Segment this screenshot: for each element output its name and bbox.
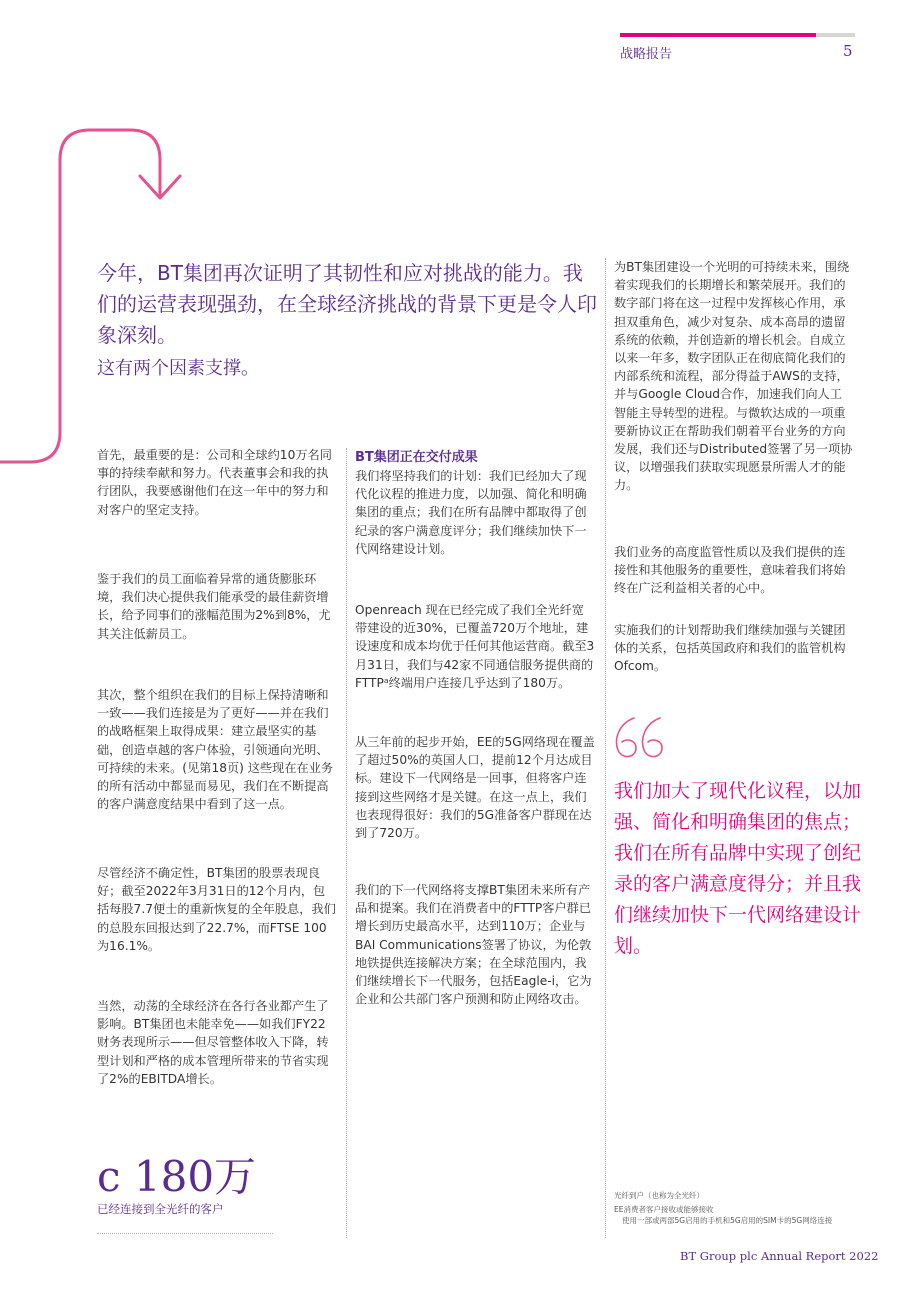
pull-quote: 我们加大了现代化议程，以加强、简化和明确集团的焦点；我们在所有品牌中实现了创纪录的客户满意度得分；并且我们继续加快下一代网络建设计划。 [614,780,862,957]
page-number: 5 [843,42,853,60]
col3-paragraph-3: 实施我们的计划帮助我们继续加强与关键团体的关系，包括英国政府和我们的监管机构Ofcom。 [614,623,846,674]
intro-subline: 这有两个因素支撑。 [97,358,259,379]
footer-title: BT Group plc Annual Report 2022 [680,1249,879,1263]
stat-divider [97,1233,273,1234]
intro-headline: 今年，BT集团再次证明了其韧性和应对挑战的能力。我们的运营表现强劲，在全球经济挑战的背景下更是令人印象深刻。 [97,261,597,347]
arrow-line-icon [0,0,200,480]
quote-mark-icon [612,710,668,762]
col2-heading: BT集团正在交付成果 [355,450,478,465]
col2-paragraph-4: 我们的下一代网络将支撑BT集团未来所有产品和提案。我们在消费者中的FTTP客户群已增长到历史最高水平，达到110万；企业与BAI Communications签署了协议，为伦敦地铁提供连接解决方案；在全球范围内，我们继续增长下一代服务，包括Eagle-i，它为企业和公共部门客户预测和防止网络攻击。 [355,883,592,1007]
stat-caption: 已经连接到全光纤的客户 [97,1202,224,1216]
col1-paragraph-3: 其次，整个组织在我们的目标上保持清晰和一致——我们连接是为了更好——并在我们的战略框架上取得成果：建立最坚实的基础，创造卓越的客户体验，引领通向光明、可持续的未来。(见第18页) 这些现在在业务的所有活动中都显而易见，我们在不断提高的客户满意度结果中看到了这一点。 [97,688,334,812]
col1-paragraph-1: 首先，最重要的是：公司和全球约10万名同事的持续奉献和努力。代表董事会和我的执行团队，我要感谢他们在这一年中的努力和对客户的坚定支持。 [97,448,332,517]
col3-paragraph-1: 为BT集团建设一个光明的可持续未来，围绕着实现我们的长期增长和繁荣展开。我们的数字部门将在这一过程中发挥核心作用，承担双重角色，减少对复杂、成本高昂的遗留系统的依赖，并创造新的增长机会。自成立以来一年多，数字团队正在彻底简化我们的内部系统和流程，部分得益于AWS的支持，并与Google Cloud合作，加速我们向人工智能主导转型的进程。与微软达成的一项重要新协议正在帮助我们朝着平台业务的方向发展，我们还与Distributed签署了另一项协议，以增强我们获取实现愿景所需人才的能力。 [614,260,853,493]
footnote-3: 使用一部或两部5G启用的手机和5G启用的SIM卡的5G网络连接 [622,1216,833,1225]
stat-value: c 180万 [97,1152,257,1201]
footnote-2: EE消费者客户接收或能够接收 [614,1205,714,1214]
col3-paragraph-2: 我们业务的高度监管性质以及我们提供的连接性和其他服务的重要性，意味着我们将始终在广泛利益相关者的心中。 [614,545,846,596]
header-accent-rule [620,33,816,37]
col2-paragraph-3: 从三年前的起步开始，EE的5G网络现在覆盖了超过50%的英国人口，提前12个月达成目标。建设下一代网络是一回事，但将客户连接到这些网络才是关键。在这一点上，我们也表现得很好：我们的5G准备客户群现在达到了720万。 [355,735,595,841]
column-divider [605,258,606,1238]
col2-paragraph-2: Openreach 现在已经完成了我们全光纤宽带建设的近30%，已覆盖720万个地址，建设速度和成本均优于任何其他运营商。截至3月31日，我们与42家不同通信服务提供商的FTTPᵃ终端用户连接几乎达到了180万。 [355,603,595,690]
column-divider [346,448,347,1238]
footnote-1: 光纤到户（也称为全光纤） [614,1191,704,1200]
col1-paragraph-5: 当然，动荡的全球经济在各行各业都产生了影响。BT集团也未能幸免——如我们FY22财务表现所示——但尽管整体收入下降，转型计划和严格的成本管理所带来的节省实现了2%的EBITDA增长。 [97,999,329,1086]
col1-paragraph-4: 尽管经济不确定性，BT集团的股票表现良好；截至2022年3月31日的12个月内，包括每股7.7便士的重新恢复的全年股息，我们的总股东回报达到了22.7%，而FTSE 100为16.1%。 [97,866,336,953]
col1-paragraph-2: 鉴于我们的员工面临着异常的通货膨胀环境，我们决心提供我们能承受的最佳薪资增长，给予同事们的涨幅范围为2%到8%，尤其关注低薪员工。 [97,572,331,641]
col2-paragraph-1: 我们将坚持我们的计划：我们已经加大了现代化议程的推进力度，以加强、简化和明确集团的重点；我们在所有品牌中都取得了创纪录的客户满意度评分；我们继续加快下一代网络建设计划。 [355,469,587,556]
section-label: 战略报告 [620,47,673,62]
